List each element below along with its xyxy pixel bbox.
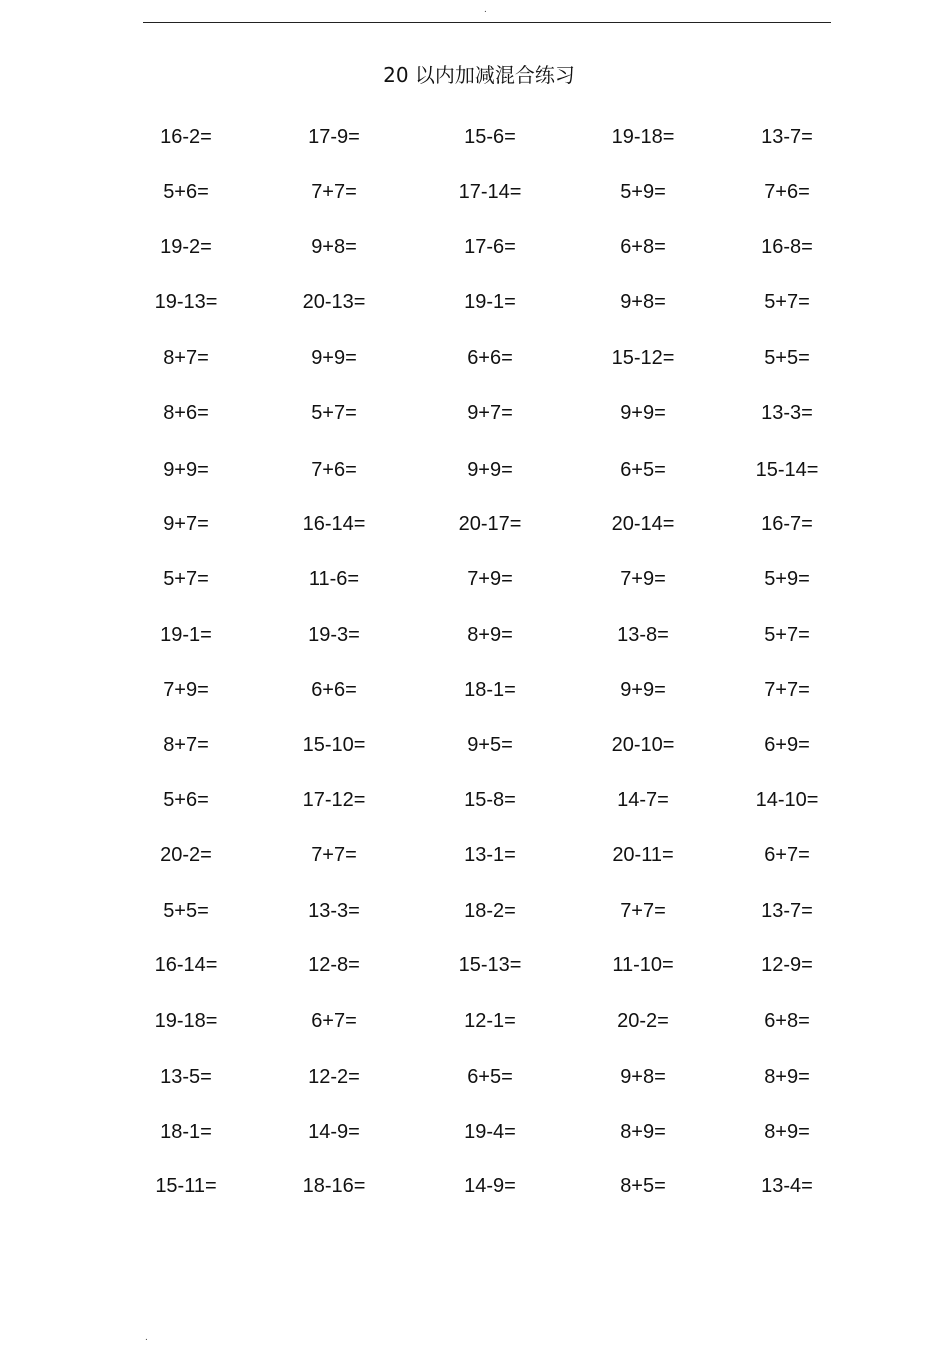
- problem-item: 6+9=: [764, 734, 810, 756]
- problem-item: 19-18=: [611, 126, 675, 148]
- problem-item: 5+9=: [620, 181, 666, 203]
- problem-item: 18-1=: [160, 1121, 212, 1143]
- problem-item: 8+7=: [163, 734, 209, 756]
- problem-item: 15-12=: [611, 347, 675, 369]
- problem-item: 7+9=: [467, 568, 513, 590]
- problem-item: 7+7=: [764, 679, 810, 701]
- problem-item: 5+9=: [764, 568, 810, 590]
- problem-item: 14-10=: [755, 789, 819, 811]
- problem-item: 17-9=: [308, 126, 360, 148]
- problem-item: 12-2=: [308, 1066, 360, 1088]
- problem-item: 17-12=: [302, 789, 366, 811]
- problem-item: 18-2=: [464, 900, 516, 922]
- problem-item: 5+7=: [163, 568, 209, 590]
- problem-item: 8+9=: [467, 624, 513, 646]
- problem-item: 7+7=: [311, 844, 357, 866]
- problem-item: 6+6=: [311, 679, 357, 701]
- problem-item: 6+6=: [467, 347, 513, 369]
- problem-item: 9+9=: [620, 402, 666, 424]
- problem-item: 19-4=: [464, 1121, 516, 1143]
- problem-item: 9+7=: [163, 513, 209, 535]
- problem-item: 14-9=: [464, 1175, 516, 1197]
- problem-item: 7+9=: [620, 568, 666, 590]
- problem-item: 6+5=: [467, 1066, 513, 1088]
- problem-item: 20-2=: [617, 1010, 669, 1032]
- problem-item: 6+8=: [620, 236, 666, 258]
- problem-item: 18-1=: [464, 679, 516, 701]
- problem-item: 13-1=: [464, 844, 516, 866]
- problem-item: 6+5=: [620, 459, 666, 481]
- problem-item: 19-13=: [154, 291, 218, 313]
- problem-item: 8+9=: [764, 1121, 810, 1143]
- problem-item: 6+7=: [311, 1010, 357, 1032]
- problem-item: 5+7=: [764, 291, 810, 313]
- footer-mark: .: [145, 1332, 148, 1343]
- problem-item: 19-1=: [464, 291, 516, 313]
- problem-item: 13-5=: [160, 1066, 212, 1088]
- problem-item: 13-3=: [761, 402, 813, 424]
- problem-item: 11-6=: [308, 568, 360, 590]
- problem-item: 20-10=: [611, 734, 675, 756]
- problem-item: 20-2=: [160, 844, 212, 866]
- problem-item: 16-14=: [302, 513, 366, 535]
- problem-item: 8+9=: [620, 1121, 666, 1143]
- problem-item: 15-6=: [464, 126, 516, 148]
- problem-item: 17-6=: [464, 236, 516, 258]
- problem-item: 5+5=: [764, 347, 810, 369]
- problem-item: 9+9=: [620, 679, 666, 701]
- problem-item: 20-13=: [302, 291, 366, 313]
- problem-item: 9+7=: [467, 402, 513, 424]
- problem-item: 16-8=: [761, 236, 813, 258]
- problem-item: 19-18=: [154, 1010, 218, 1032]
- problem-item: 13-3=: [308, 900, 360, 922]
- problem-item: 14-7=: [617, 789, 669, 811]
- problem-item: 19-3=: [308, 624, 360, 646]
- problem-item: 7+6=: [764, 181, 810, 203]
- problem-item: 12-8=: [308, 954, 360, 976]
- problem-item: 5+6=: [163, 181, 209, 203]
- problem-item: 13-7=: [761, 900, 813, 922]
- problem-item: 20-17=: [458, 513, 522, 535]
- problem-item: 9+9=: [467, 459, 513, 481]
- problem-item: 5+7=: [311, 402, 357, 424]
- worksheet-title: 20 以内加减混合练习: [383, 63, 575, 87]
- problem-item: 6+8=: [764, 1010, 810, 1032]
- problem-item: 16-2=: [160, 126, 212, 148]
- problem-item: 19-1=: [160, 624, 212, 646]
- problem-item: 7+6=: [311, 459, 357, 481]
- problem-item: 20-14=: [611, 513, 675, 535]
- problem-item: 9+8=: [620, 291, 666, 313]
- problem-item: 9+8=: [620, 1066, 666, 1088]
- problem-item: 15-8=: [464, 789, 516, 811]
- problem-item: 19-2=: [160, 236, 212, 258]
- problem-item: 5+7=: [764, 624, 810, 646]
- problem-item: 7+7=: [311, 181, 357, 203]
- problem-item: 15-13=: [458, 954, 522, 976]
- problem-item: 13-4=: [761, 1175, 813, 1197]
- problem-item: 18-16=: [302, 1175, 366, 1197]
- problem-item: 14-9=: [308, 1121, 360, 1143]
- problem-item: 9+9=: [311, 347, 357, 369]
- problem-item: 6+7=: [764, 844, 810, 866]
- problem-item: 12-9=: [761, 954, 813, 976]
- problem-item: 11-10=: [612, 954, 674, 976]
- problem-item: 7+9=: [163, 679, 209, 701]
- problem-item: 12-1=: [464, 1010, 516, 1032]
- problem-item: 13-7=: [761, 126, 813, 148]
- problem-item: 16-7=: [761, 513, 813, 535]
- problem-item: 17-14=: [458, 181, 522, 203]
- problem-item: 5+6=: [163, 789, 209, 811]
- header-mark: .: [484, 4, 487, 15]
- problem-item: 16-14=: [154, 954, 218, 976]
- problem-item: 9+9=: [163, 459, 209, 481]
- problem-item: 9+8=: [311, 236, 357, 258]
- problem-item: 8+9=: [764, 1066, 810, 1088]
- problem-item: 5+5=: [163, 900, 209, 922]
- problem-item: 15-14=: [755, 459, 819, 481]
- problem-item: 15-10=: [302, 734, 366, 756]
- problem-item: 15-11=: [155, 1175, 217, 1197]
- problem-item: 20-11=: [612, 844, 674, 866]
- problem-item: 8+5=: [620, 1175, 666, 1197]
- problem-item: 13-8=: [617, 624, 669, 646]
- problem-item: 8+6=: [163, 402, 209, 424]
- problem-item: 8+7=: [163, 347, 209, 369]
- problem-item: 9+5=: [467, 734, 513, 756]
- problem-item: 7+7=: [620, 900, 666, 922]
